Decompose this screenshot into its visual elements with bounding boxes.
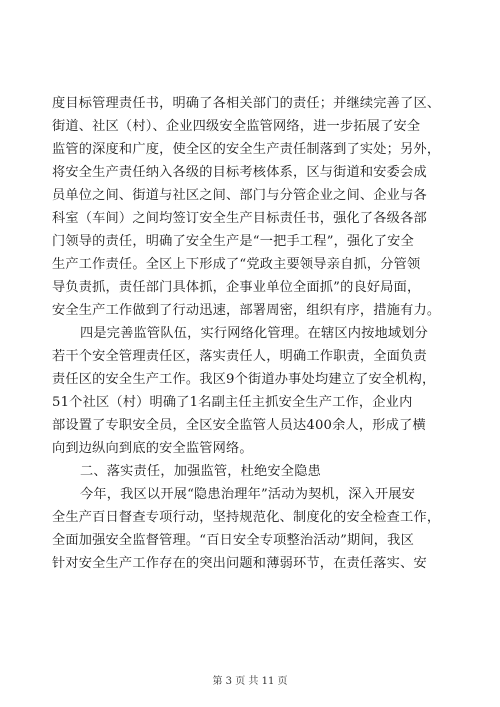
text-line: 导负责抓，责任部门具体抓，企事业单位全面抓”的良好局面， — [52, 280, 421, 295]
text-line: 责任区的安全生产工作。我区9个街道办事处均建立了安全机构， — [52, 372, 436, 387]
text-line: 门领导的责任，明确了安全生产是“一把手工程”，强化了安全 — [52, 234, 414, 249]
text-line: 科室（车间）之间均签订安全生产目标责任书，强化了各级各部 — [52, 211, 427, 226]
text-line: 监管的深度和广度，使全区的安全生产责任制落到了实处；另外， — [52, 142, 441, 157]
text-line: 街道、社区（村）、企业四级安全监管网络，进一步拓展了安全 — [52, 119, 421, 134]
text-line: 员单位之间、街道与社区之间、部门与分管企业之间、企业与各 — [52, 188, 427, 203]
text-line: 向到边纵向到底的安全监管网络。 — [52, 441, 253, 456]
text-line: 51个社区（村）明确了1名副主任主抓安全生产工作，企业内 — [52, 395, 413, 410]
text-line: 若干个安全管理责任区，落实责任人，明确工作职责，全面负责 — [52, 349, 427, 364]
page-number-footer: 第 3 页 共 11 页 — [212, 676, 288, 687]
text-line: 针对安全生产工作存在的突出问题和薄弱环节，在责任落实、安 — [52, 556, 427, 571]
text-line: 度目标管理责任书，明确了各相关部门的责任；并继续完善了区、 — [52, 96, 441, 111]
text-line: 安全生产工作做到了行动迅速，部署周密，组织有序，措施有力。 — [52, 303, 441, 318]
text-line: 将安全生产责任纳入各级的目标考核体系，区与街道和安委会成 — [52, 165, 427, 180]
section-heading: 二、落实责任，加强监管，杜绝安全隐患 — [80, 464, 321, 479]
text-line: 四是完善监管队伍，实行网络化管理。在辖区内按地域划分 — [80, 326, 429, 341]
text-line: 今年，我区以开展“隐患治理年”活动为契机，深入开展安 — [80, 487, 416, 502]
text-line: 部设置了专职安全员，全区安全监管人员达400余人，形成了横 — [52, 418, 426, 433]
text-line: 全生产百日督查专项行动，坚持规范化、制度化的安全检查工作， — [52, 510, 441, 525]
text-line: 全面加强安全监督管理。“百日安全专项整治活动”期间，我区 — [52, 533, 414, 548]
text-line: 生产工作责任。全区上下形成了“党政主要领导亲自抓，分管领 — [52, 257, 421, 272]
document-body — [52, 92, 454, 575]
